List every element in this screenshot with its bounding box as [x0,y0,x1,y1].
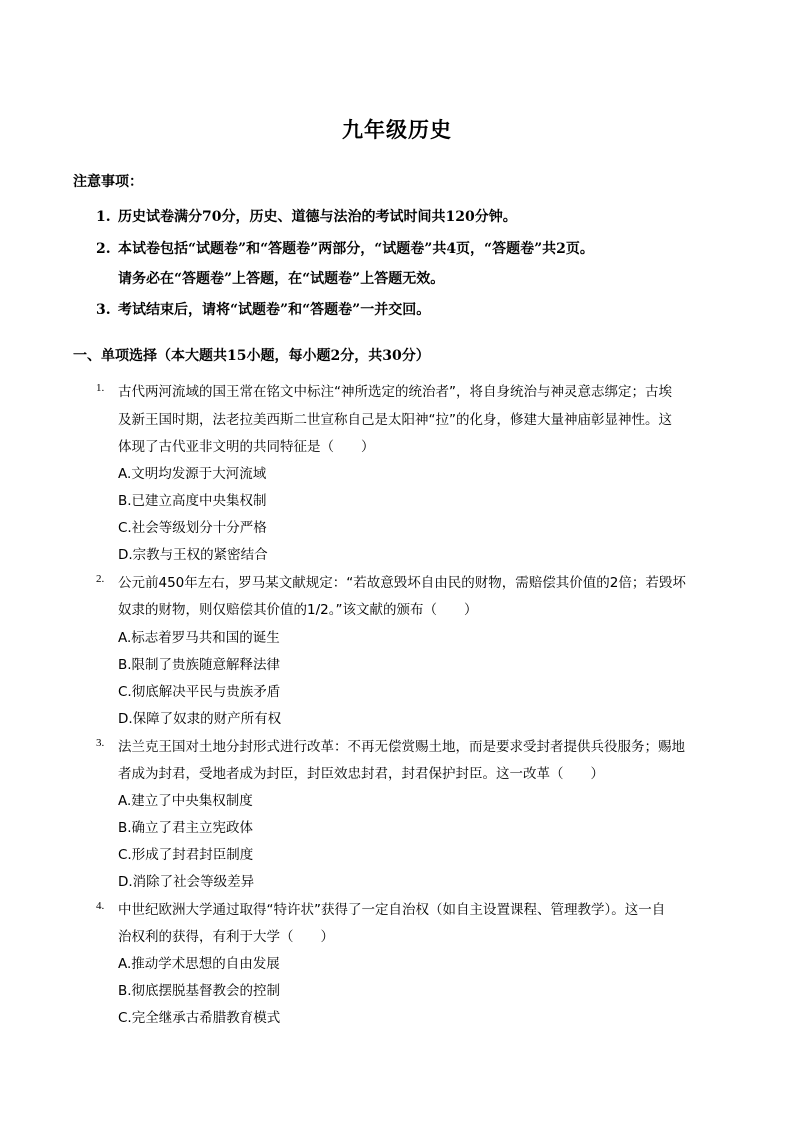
notice-item-text: 本试卷包括“试题卷”和“答题卷”两部分，“试题卷”共4页，“答题卷”共2页。 [118,241,594,257]
question-text-line: 者成为封君，受地者成为封臣，封臣效忠封君，封君保护封臣。这一改革（ ） [118,766,604,782]
question-text-line: 公元前450年左右，罗马某文献规定：“若故意毁坏自由民的财物，需赔偿其价值的2倍；若毁坏 [118,575,686,591]
question-text-line: 法兰克王国对土地分封形式进行改革：不再无偿赏赐土地，而是要求受封者提供兵役服务；赐地 [118,739,685,755]
question-text-line: 体现了古代亚非文明的共同特征是（ ） [118,439,375,455]
question-text-line: 奴隶的财物，则仅赔偿其价值的1/2。”该文献的颁布（ ） [118,602,478,618]
notice-heading: 注意事项： [73,174,143,190]
question-number: 3. [96,737,105,749]
option-b: B.确立了君主立宪政体 [118,820,254,836]
option-a: A.文明均发源于大河流域 [118,466,267,482]
section-heading: 一、单项选择（本大题共15小题，每小题2分，共30分） [73,348,430,364]
question-text-line: 中世纪欧洲大学通过取得“特许状”获得了一定自治权（如自主设置课程、管理教学）。这一自 [118,902,666,918]
question-number: 4. [96,900,105,912]
page-title: 九年级历史 [342,117,452,142]
option-d: D.保障了奴隶的财产所有权 [118,711,282,727]
question-text-line: 及新王国时期，法老拉美西斯二世宣称自己是太阳神“拉”的化身，修建大量神庙彰显神性。这 [118,412,672,428]
notice-item-number: 3. [96,302,111,318]
question-number: 1. [96,382,105,394]
option-c: C.形成了封君封臣制度 [118,847,254,863]
option-c: C.彻底解决平民与贵族矛盾 [118,684,281,700]
option-a: A.标志着罗马共和国的诞生 [118,630,280,646]
option-b: B.已建立高度中央集权制 [118,493,267,509]
notice-item-2-continuation: 请务必在“答题卷”上答题，在“试题卷”上答题无效。 [118,271,445,287]
option-d: D.宗教与王权的紧密结合 [118,547,268,563]
question-text-line: 古代两河流域的国王常在铭文中标注“神所选定的统治者”，将自身统治与神灵意志绑定；古埃 [118,384,672,400]
notice-item-number: 2. [96,241,111,257]
option-c: C.社会等级划分十分严格 [118,520,267,536]
option-d: D.消除了社会等级差异 [118,874,255,890]
notice-item-text: 历史试卷满分70分，历史、道德与法治的考试时间共120分钟。 [118,209,517,225]
option-b: B.彻底摆脱基督教会的控制 [118,983,281,999]
notice-item-3 [96,299,430,319]
notice-item-number: 1. [96,209,111,225]
option-b: B.限制了贵族随意解释法律 [118,657,281,673]
option-c: C.完全继承古希腊教育模式 [118,1010,281,1026]
question-text-line: 治权利的获得，有利于大学（ ） [118,929,334,945]
notice-item-text: 考试结束后，请将“试题卷”和“答题卷”一并交回。 [118,302,431,318]
option-a: A.建立了中央集权制度 [118,793,253,809]
question-number: 2. [96,573,105,585]
notice-item-1 [96,206,517,226]
option-a: A.推动学术思想的自由发展 [118,956,280,972]
notice-item-2 [96,238,594,258]
